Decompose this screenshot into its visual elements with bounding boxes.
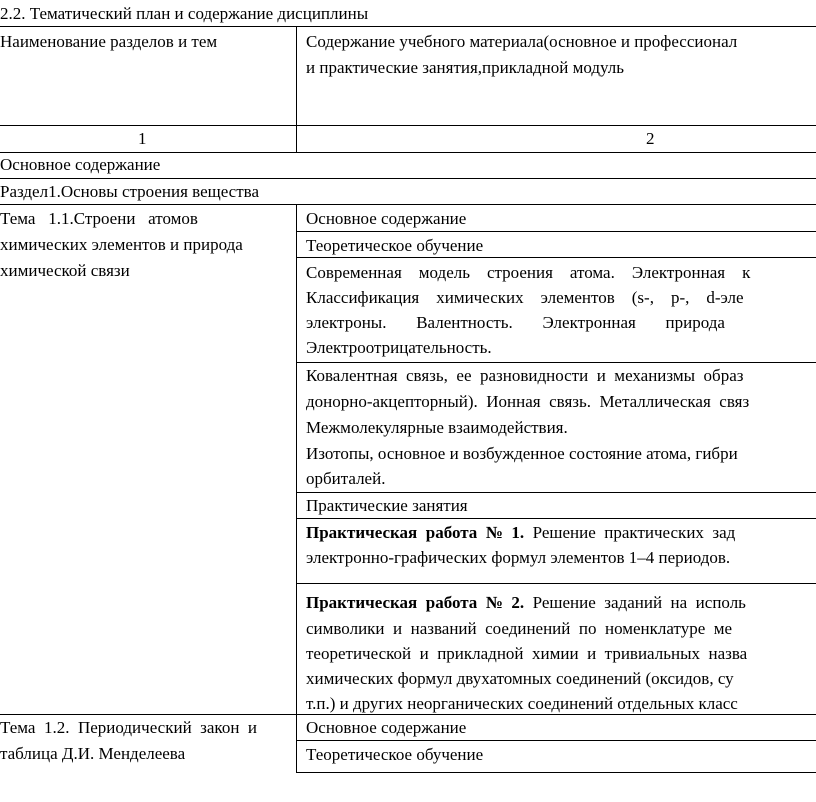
practical-work-1-text: Решение практических зад: [524, 523, 736, 542]
topic2-title-line1: Тема 1.2. Периодический закон и: [0, 718, 258, 737]
practical-work-2-line1: [306, 593, 746, 613]
column-divider-header: [296, 26, 297, 152]
topic1-para2-line5: орбиталей.: [306, 469, 386, 488]
rule-t1-main: [296, 231, 816, 232]
topic2-title-line2: таблица Д.И. Менделеева: [0, 744, 186, 763]
column-header-topics: Наименование разделов и тем: [0, 32, 218, 51]
rule-p2: [296, 492, 816, 493]
row-section-title: Раздел1.Основы строения вещества: [0, 182, 260, 201]
topic1-para1-line3: электроны. Валентность. Электронная природа: [306, 313, 725, 332]
rule-p1: [296, 362, 816, 363]
rule-after-header: [0, 125, 816, 126]
topic2-main-content: Основное содержание: [306, 718, 467, 737]
practical-work-2-line2: символики и названий соединений по номенклатуре ме: [306, 619, 733, 638]
topic1-title-line3: химической связи: [0, 261, 130, 280]
topic1-para1-line4: Электроотрицательность.: [306, 338, 492, 357]
column-header-content-line2: и практические занятия,прикладной модуль: [306, 58, 625, 77]
topic1-main-content: Основное содержание: [306, 209, 467, 228]
column-divider-topic2: [296, 714, 297, 772]
practical-work-1-title: Практическая работа № 1.: [306, 523, 525, 542]
page-heading: 2.2. Тематический план и содержание дисциплины: [0, 4, 369, 23]
rule-after-main: [0, 178, 816, 179]
topic1-para1-line2: Классификация химических элементов (s-, p-, d-эле: [306, 288, 744, 307]
topic1-para2-line1: Ковалентная связь, ее разновидности и механизмы образ: [306, 366, 744, 385]
topic1-para2-line2: донорно-акцепторный). Ионная связь. Металлическая связ: [306, 392, 750, 411]
rule-after-topic1: [0, 714, 816, 715]
row-main-content: Основное содержание: [0, 155, 161, 174]
rule-top: [0, 26, 816, 27]
column-number-1: 1: [138, 129, 147, 148]
practical-work-2-line5: т.п.) и других неорганических соединений отдельных класс: [306, 694, 738, 713]
rule-t1-theory: [296, 257, 816, 258]
practical-work-2-line4: химических формул двухатомных соединений (оксидов, су: [306, 669, 734, 688]
rule-pw1: [296, 583, 816, 584]
rule-t2-main: [296, 740, 816, 741]
rule-bottom: [296, 772, 816, 773]
practical-work-1-line2: электронно-графических формул элементов 1–4 периодов.: [306, 548, 731, 567]
practical-work-2-line3: теоретической и прикладной химии и тривиальных назва: [306, 644, 748, 663]
topic1-title-line1: Тема 1.1.Строени атомов: [0, 209, 198, 228]
practical-work-1-line1: [306, 523, 735, 543]
practical-work-2-title: Практическая работа № 2.: [306, 593, 525, 612]
topic1-title-line2: химических элементов и природа: [0, 235, 243, 254]
practical-work-2-text: Решение заданий на исполь: [524, 593, 746, 612]
rule-after-section: [0, 204, 816, 205]
rule-practice: [296, 518, 816, 519]
topic1-para2-line3: Межмолекулярные взаимодействия.: [306, 418, 568, 437]
topic1-practice: Практические занятия: [306, 496, 468, 515]
column-header-content-line1: Содержание учебного материала(основное и профессионал: [306, 32, 738, 51]
column-number-2: 2: [646, 129, 655, 148]
column-divider-topic1: [296, 204, 297, 714]
topic1-para2-line4: Изотопы, основное и возбужденное состояние атома, гибри: [306, 444, 738, 463]
topic2-theory: Теоретическое обучение: [306, 745, 484, 764]
rule-after-colnums: [0, 152, 816, 153]
topic1-theory: Теоретическое обучение: [306, 236, 484, 255]
topic1-para1-line1: Современная модель строения атома. Электронная к: [306, 263, 751, 282]
